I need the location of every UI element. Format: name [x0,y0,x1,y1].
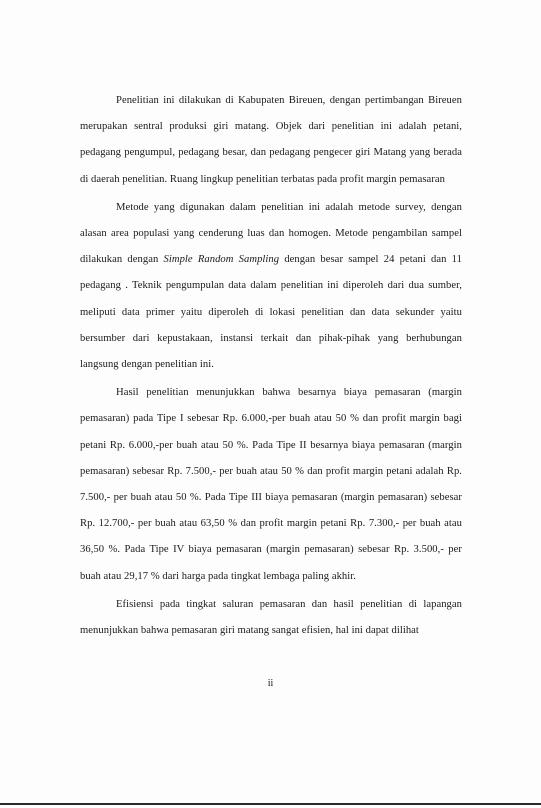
page-number: ii [267,678,274,689]
paragraph-text: Penelitian ini dilakukan di Kabupaten Bireuen, dengan pertimbangan Bireuen merupakan sentral produksi giri matang. Objek dari penelitian ini adalah petani, pedagang pengumpul, pedagang besar, dan pedagang pengecer giri Matang yang berada di daerah penelitian. Ruang lingkup penelitian terbatas pada profit margin pemasaran [80,95,462,185]
paragraph-text: Efisiensi pada tingkat saluran pemasaran dan hasil penelitian di lapangan menunjukkan bahwa pemasaran giri matang sangat efisien, hal ini dapat dilihat [80,598,462,637]
paragraph-method [80,195,462,378]
italic-term: Simple Random Sampling [163,254,280,266]
paragraph-efficiency [80,592,462,644]
paragraph-text: Hasil penelitian menunjukkan bahwa besarnya biaya pemasaran (margin pemasaran) pada Tipe I sebesar Rp. 6.000,-per buah atau 50 % dan profit margin bagi petani Rp. 6.000,-per buah atau 50 %. Pada Tipe II besarnya biaya pemasaran (margin pemasaran) sebesar Rp. 7.500,- per buah atau 50 % dan profit margin petani adalah Rp. 7.500,- per buah atau 50 %. Pada Tipe III biaya pemasaran (margin pemasaran) sebesar Rp. 12.700,- per buah atau 63,50 % dan profit margin petani Rp. 7.300,- per buah atau 36,50 %. Pada Tipe IV biaya pemasaran (margin pemasaran) sebesar Rp. 3.500,- per buah atau 29,17 % dari harga pada tingkat lembaga paling akhir. [80,387,462,582]
bottom-edge-line [0,803,541,805]
paragraph-text: Metode yang digunakan dalam penelitian ini adalah metode survey, dengan alasan area populasi yang cenderung luas dan homogen. Metode pengambilan sampel dilakukan dengan [80,201,462,266]
paragraph-text: dengan besar sampel 24 petani dan 11 pedagang . Teknik pengumpulan data dalam penelitian ini diperoleh dari dua sumber, meliputi data primer yaitu diperoleh di lokasi penelitian dan data sekunder yaitu bersumber dari kepustakaan, instansi terkait dan pihak-pihak yang berhubungan langsung dengan penelitian ini. [80,254,462,371]
body-text [80,88,462,646]
paragraph-location [80,88,462,193]
paragraph-results [80,380,462,590]
